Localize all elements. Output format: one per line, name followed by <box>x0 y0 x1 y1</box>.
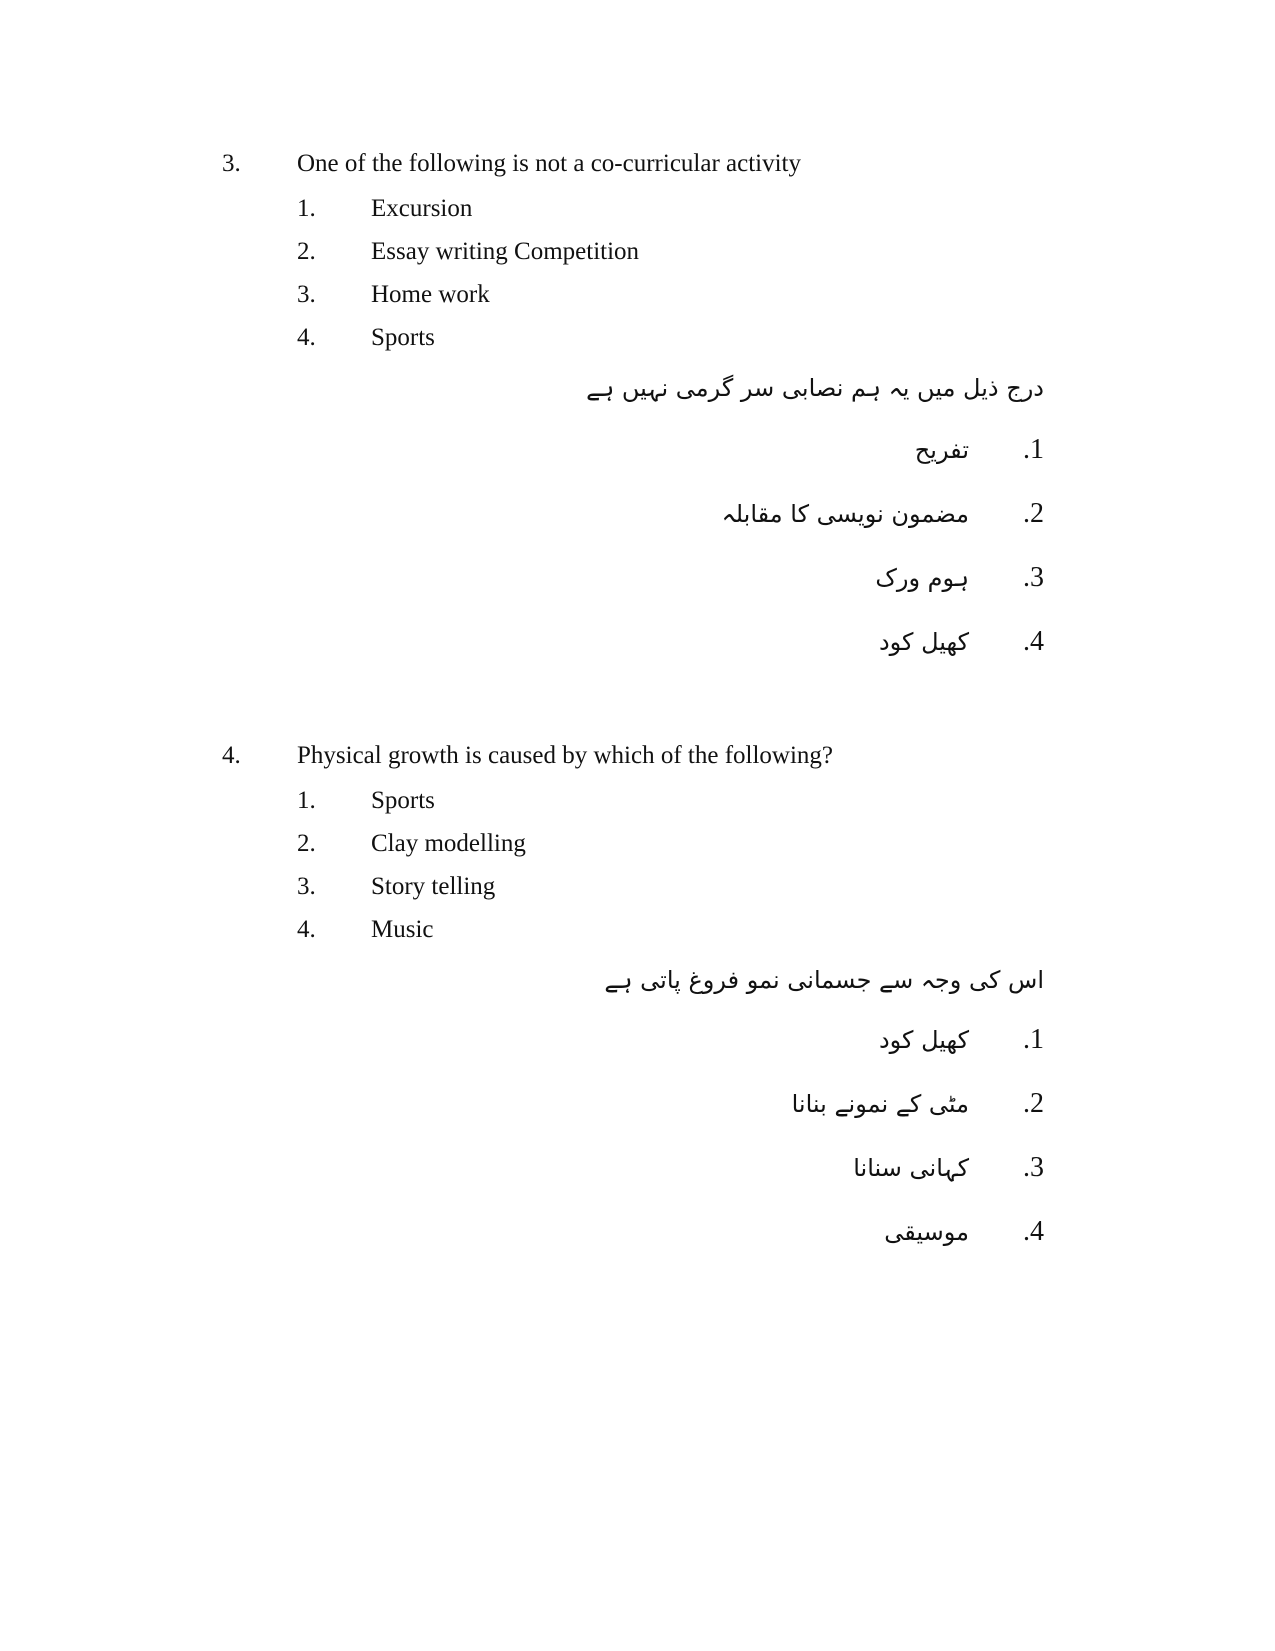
urdu-option-text: تفریح <box>914 436 969 464</box>
option-number: 2. <box>297 830 316 857</box>
urdu-option-item <box>0 492 1275 542</box>
urdu-question-text: اس کی وجہ سے جسمانی نمو فروغ پاتی ہے <box>604 966 1044 994</box>
urdu-option-item <box>0 428 1275 478</box>
urdu-option-item <box>0 556 1275 606</box>
option-item <box>0 871 1275 911</box>
urdu-option-text: کہانی سنانا <box>853 1154 969 1182</box>
question-number: 3. <box>222 150 241 177</box>
option-number: 1. <box>297 787 316 814</box>
urdu-option-number: .2 <box>1023 1088 1044 1119</box>
option-item <box>0 914 1275 954</box>
urdu-option-number: .1 <box>1023 1024 1044 1055</box>
option-item <box>0 828 1275 868</box>
urdu-option-number: .3 <box>1023 1152 1044 1183</box>
option-number: 4. <box>297 324 316 351</box>
option-number: 3. <box>297 873 316 900</box>
urdu-option-text: کھیل کود <box>878 628 969 656</box>
urdu-option-number: .3 <box>1023 562 1044 593</box>
urdu-option-number: .4 <box>1023 626 1044 657</box>
option-text: Home work <box>371 281 490 308</box>
question-text: Physical growth is caused by which of the following? <box>297 742 834 769</box>
option-text: Sports <box>371 787 435 814</box>
option-number: 3. <box>297 281 316 308</box>
question-text: One of the following is not a co-curricular activity <box>297 150 802 177</box>
urdu-option-text: موسیقی <box>884 1218 969 1246</box>
urdu-option-text: کھیل کود <box>878 1026 969 1054</box>
urdu-option-number: .2 <box>1023 498 1044 529</box>
option-text: Essay writing Competition <box>371 238 640 265</box>
option-item <box>0 236 1275 276</box>
question-number: 4. <box>222 742 241 769</box>
option-text: Clay modelling <box>371 830 526 857</box>
urdu-option-text: مضمون نویسی کا مقابلہ <box>721 500 969 528</box>
option-item <box>0 785 1275 825</box>
question-line <box>0 740 1275 780</box>
urdu-option-text: مٹی کے نمونے بنانا <box>791 1090 969 1118</box>
option-number: 2. <box>297 238 316 265</box>
question-line <box>0 148 1275 188</box>
urdu-option-item <box>0 1018 1275 1068</box>
option-item <box>0 193 1275 233</box>
urdu-option-number: .4 <box>1023 1216 1044 1247</box>
urdu-option-item <box>0 1082 1275 1132</box>
option-number: 4. <box>297 916 316 943</box>
urdu-option-number: .1 <box>1023 434 1044 465</box>
option-text: Story telling <box>371 873 496 900</box>
option-number: 1. <box>297 195 316 222</box>
option-text: Excursion <box>371 195 473 222</box>
option-text: Music <box>371 916 434 943</box>
option-item <box>0 279 1275 319</box>
option-text: Sports <box>371 324 435 351</box>
urdu-option-item <box>0 620 1275 670</box>
urdu-question-text: درج ذیل میں یہ ہم نصابی سر گرمی نہیں ہے <box>586 374 1044 402</box>
option-item <box>0 322 1275 362</box>
urdu-option-text: ہوم ورک <box>875 564 969 592</box>
urdu-option-item <box>0 1146 1275 1196</box>
urdu-option-item <box>0 1210 1275 1260</box>
